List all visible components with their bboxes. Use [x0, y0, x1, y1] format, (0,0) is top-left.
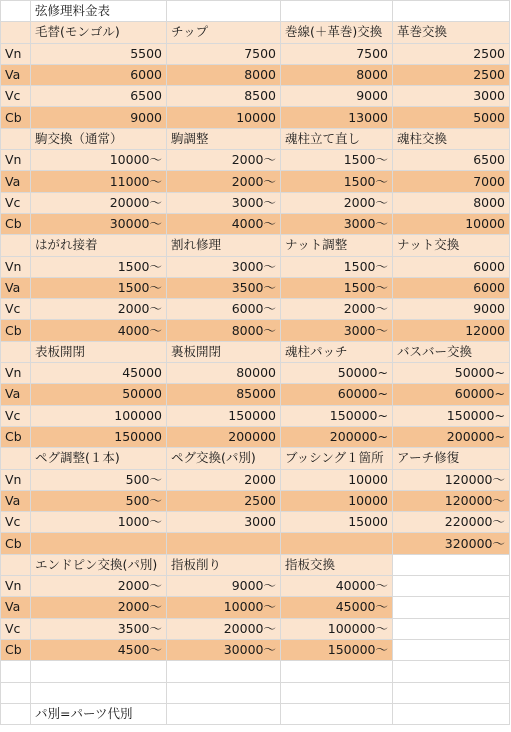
cell[interactable] [1, 1, 31, 22]
price-cell[interactable]: 1000〜 [31, 512, 167, 533]
price-cell[interactable]: 8000 [167, 64, 281, 85]
header-cell[interactable]: ナット調整 [281, 235, 393, 256]
table-row [1, 384, 510, 405]
price-cell[interactable]: 3000 [167, 512, 281, 533]
table-row [1, 43, 510, 64]
price-cell[interactable]: 1500〜 [281, 277, 393, 298]
table-row [1, 171, 510, 192]
price-cell[interactable]: 9000 [281, 86, 393, 107]
price-cell[interactable]: 20000〜 [167, 618, 281, 639]
price-cell[interactable]: 120000〜 [393, 469, 510, 490]
table-row [1, 192, 510, 213]
section-header-row [1, 448, 510, 469]
table-row [1, 576, 510, 597]
price-cell[interactable]: 150000 [167, 405, 281, 426]
price-cell[interactable] [393, 597, 510, 618]
price-cell[interactable]: 1500〜 [281, 171, 393, 192]
price-cell[interactable]: 2000 [167, 469, 281, 490]
price-cell[interactable]: 2000〜 [281, 299, 393, 320]
price-cell[interactable]: 500〜 [31, 490, 167, 511]
cell[interactable] [31, 682, 167, 703]
cell[interactable] [393, 682, 510, 703]
price-cell[interactable]: 4500〜 [31, 639, 167, 660]
price-cell[interactable]: 1500〜 [31, 256, 167, 277]
cell[interactable] [167, 1, 281, 22]
price-cell[interactable]: 50000 [31, 384, 167, 405]
price-cell[interactable]: 100000〜 [281, 618, 393, 639]
table-row [1, 533, 510, 554]
header-cell[interactable]: 魂柱交換 [393, 128, 510, 149]
cell[interactable] [1, 235, 31, 256]
row-label[interactable]: Vn [1, 576, 31, 597]
price-cell[interactable]: 2000〜 [31, 597, 167, 618]
price-cell[interactable]: 6000 [393, 256, 510, 277]
price-cell[interactable]: 6000〜 [167, 299, 281, 320]
price-cell[interactable]: 500〜 [31, 469, 167, 490]
table-row [1, 150, 510, 171]
price-cell[interactable]: 60000~ [281, 384, 393, 405]
price-cell[interactable]: 9000 [31, 107, 167, 128]
table-row [1, 213, 510, 234]
row-label[interactable]: Vc [1, 299, 31, 320]
price-cell[interactable] [393, 576, 510, 597]
price-cell[interactable]: 8000 [393, 192, 510, 213]
table-row [1, 299, 510, 320]
row-label[interactable]: Vc [1, 618, 31, 639]
price-cell[interactable]: 10000 [281, 469, 393, 490]
cell[interactable] [167, 661, 281, 682]
price-cell[interactable]: 220000〜 [393, 512, 510, 533]
price-cell[interactable]: 150000~ [281, 405, 393, 426]
price-cell[interactable]: 2000〜 [167, 171, 281, 192]
header-cell[interactable]: 駒調整 [167, 128, 281, 149]
price-cell[interactable]: 150000 [31, 426, 167, 447]
footnote[interactable]: パ別=パーツ代別 [31, 703, 167, 724]
price-cell[interactable]: 1500〜 [31, 277, 167, 298]
cell[interactable] [281, 703, 393, 724]
price-cell[interactable]: 10000 [281, 490, 393, 511]
row-label[interactable]: Cb [1, 639, 31, 660]
price-cell[interactable]: 15000 [281, 512, 393, 533]
price-cell[interactable]: 7500 [167, 43, 281, 64]
price-cell[interactable]: 2000〜 [167, 150, 281, 171]
price-cell[interactable]: 9000 [393, 299, 510, 320]
header-cell[interactable]: エンドピン交換(パ別) [31, 554, 167, 575]
price-cell[interactable]: 10000 [167, 107, 281, 128]
row-label[interactable]: Va [1, 384, 31, 405]
price-cell[interactable] [393, 639, 510, 660]
header-cell[interactable]: 割れ修理 [167, 235, 281, 256]
cell[interactable] [1, 22, 31, 43]
price-cell[interactable]: 150000〜 [281, 639, 393, 660]
empty-row [1, 682, 510, 703]
price-cell[interactable]: 3000〜 [167, 192, 281, 213]
price-cell[interactable]: 4000〜 [167, 213, 281, 234]
header-cell[interactable]: 毛替(モンゴル) [31, 22, 167, 43]
table-row [1, 256, 510, 277]
table-row [1, 469, 510, 490]
header-cell[interactable]: ペグ調整(１本) [31, 448, 167, 469]
price-cell[interactable]: 11000〜 [31, 171, 167, 192]
price-cell[interactable]: 2000〜 [281, 192, 393, 213]
header-cell[interactable]: ペグ交換(パ別) [167, 448, 281, 469]
row-label[interactable]: Cb [1, 107, 31, 128]
price-cell[interactable]: 4000〜 [31, 320, 167, 341]
price-cell[interactable]: 200000~ [393, 426, 510, 447]
price-cell[interactable]: 45000〜 [281, 597, 393, 618]
price-cell[interactable]: 7000 [393, 171, 510, 192]
row-label[interactable]: Vc [1, 405, 31, 426]
cell[interactable] [1, 554, 31, 575]
price-cell[interactable]: 120000〜 [393, 490, 510, 511]
price-cell[interactable]: 12000 [393, 320, 510, 341]
cell[interactable] [1, 341, 31, 362]
header-cell[interactable]: 駒交換（通常） [31, 128, 167, 149]
header-cell[interactable]: 指板交換 [281, 554, 393, 575]
section-header-row [1, 22, 510, 43]
price-cell[interactable]: 5000 [393, 107, 510, 128]
table-row [1, 363, 510, 384]
price-cell[interactable]: 1500〜 [281, 256, 393, 277]
cell[interactable] [393, 703, 510, 724]
cell[interactable] [1, 128, 31, 149]
table-row [1, 618, 510, 639]
table-row [1, 320, 510, 341]
note-row [1, 703, 510, 724]
section-header-row [1, 341, 510, 362]
row-label[interactable]: Cb [1, 213, 31, 234]
price-cell[interactable]: 10000〜 [31, 150, 167, 171]
cell[interactable] [1, 661, 31, 682]
table-row [1, 426, 510, 447]
row-label[interactable]: Va [1, 490, 31, 511]
header-cell[interactable]: 巻線(＋革巻)交換 [281, 22, 393, 43]
section-header-row [1, 554, 510, 575]
price-cell[interactable]: 6500 [31, 86, 167, 107]
row-label[interactable]: Vn [1, 43, 31, 64]
row-label[interactable]: Va [1, 597, 31, 618]
cell[interactable] [281, 661, 393, 682]
cell[interactable] [167, 703, 281, 724]
cell[interactable] [1, 682, 31, 703]
price-cell[interactable] [281, 533, 393, 554]
header-cell[interactable]: アーチ修復 [393, 448, 510, 469]
row-label[interactable]: Vc [1, 512, 31, 533]
table-row [1, 107, 510, 128]
section-header-row [1, 235, 510, 256]
price-cell[interactable]: 320000〜 [393, 533, 510, 554]
price-cell[interactable]: 30000〜 [167, 639, 281, 660]
price-cell[interactable]: 8000 [281, 64, 393, 85]
table-row [1, 597, 510, 618]
row-label[interactable]: Va [1, 277, 31, 298]
price-cell[interactable]: 50000~ [281, 363, 393, 384]
row-label[interactable]: Cb [1, 320, 31, 341]
cell[interactable] [281, 1, 393, 22]
price-cell[interactable]: 13000 [281, 107, 393, 128]
price-cell[interactable]: 20000〜 [31, 192, 167, 213]
price-cell[interactable] [167, 533, 281, 554]
price-cell[interactable]: 3500〜 [167, 277, 281, 298]
row-label[interactable]: Cb [1, 533, 31, 554]
price-cell[interactable]: 10000〜 [167, 597, 281, 618]
table-row [1, 512, 510, 533]
price-cell[interactable]: 2000〜 [31, 576, 167, 597]
row-label[interactable]: Vn [1, 150, 31, 171]
row-label[interactable]: Vn [1, 363, 31, 384]
price-cell[interactable]: 2000〜 [31, 299, 167, 320]
price-cell[interactable]: 1500〜 [281, 150, 393, 171]
table-row [1, 490, 510, 511]
sheet-title[interactable]: 弦修理料金表 [31, 1, 167, 22]
price-cell[interactable]: 3000 [393, 86, 510, 107]
cell[interactable] [1, 703, 31, 724]
price-cell[interactable]: 2500 [393, 64, 510, 85]
cell[interactable] [393, 1, 510, 22]
price-cell[interactable]: 6000 [393, 277, 510, 298]
price-cell[interactable]: 50000~ [393, 363, 510, 384]
price-cell[interactable]: 200000~ [281, 426, 393, 447]
price-cell[interactable]: 8000〜 [167, 320, 281, 341]
price-cell[interactable]: 30000〜 [31, 213, 167, 234]
header-cell[interactable]: はがれ接着 [31, 235, 167, 256]
header-cell[interactable]: 革巻交換 [393, 22, 510, 43]
price-cell[interactable]: 100000 [31, 405, 167, 426]
header-cell[interactable]: ナット交換 [393, 235, 510, 256]
row-label[interactable]: Vc [1, 192, 31, 213]
price-cell[interactable]: 3000〜 [281, 320, 393, 341]
table-row [1, 86, 510, 107]
price-cell[interactable]: 7500 [281, 43, 393, 64]
price-cell[interactable]: 45000 [31, 363, 167, 384]
header-cell[interactable]: 裏板開閉 [167, 341, 281, 362]
price-cell[interactable]: 3000〜 [281, 213, 393, 234]
header-cell[interactable]: ブッシング１箇所 [281, 448, 393, 469]
table-row [1, 277, 510, 298]
price-cell[interactable]: 60000~ [393, 384, 510, 405]
header-cell[interactable]: 指板削り [167, 554, 281, 575]
price-cell[interactable]: 2500 [167, 490, 281, 511]
header-cell[interactable]: 表板開閉 [31, 341, 167, 362]
cell[interactable] [167, 682, 281, 703]
header-cell[interactable]: 魂柱パッチ [281, 341, 393, 362]
price-cell[interactable]: 9000〜 [167, 576, 281, 597]
row-label[interactable]: Vn [1, 469, 31, 490]
header-cell[interactable] [393, 554, 510, 575]
row-label[interactable]: Va [1, 171, 31, 192]
price-cell[interactable]: 8500 [167, 86, 281, 107]
price-cell[interactable]: 150000~ [393, 405, 510, 426]
table-row [1, 64, 510, 85]
price-cell[interactable]: 80000 [167, 363, 281, 384]
header-cell[interactable]: チップ [167, 22, 281, 43]
price-cell[interactable]: 40000〜 [281, 576, 393, 597]
row-label[interactable]: Vc [1, 86, 31, 107]
header-cell[interactable]: 魂柱立て直し [281, 128, 393, 149]
row-label[interactable]: Vn [1, 256, 31, 277]
empty-row [1, 661, 510, 682]
row-label[interactable]: Cb [1, 426, 31, 447]
row-label[interactable]: Va [1, 64, 31, 85]
cell[interactable] [281, 682, 393, 703]
price-cell[interactable] [31, 533, 167, 554]
price-cell[interactable]: 5500 [31, 43, 167, 64]
price-cell[interactable]: 10000 [393, 213, 510, 234]
section-header-row [1, 128, 510, 149]
price-cell[interactable]: 200000 [167, 426, 281, 447]
cell[interactable] [31, 661, 167, 682]
header-cell[interactable]: バスバー交換 [393, 341, 510, 362]
price-cell[interactable]: 3500〜 [31, 618, 167, 639]
cell[interactable] [1, 448, 31, 469]
price-cell[interactable]: 6000 [31, 64, 167, 85]
price-cell[interactable]: 2500 [393, 43, 510, 64]
title-row [1, 1, 510, 22]
table-row [1, 639, 510, 660]
price-cell[interactable]: 6500 [393, 150, 510, 171]
price-cell[interactable]: 85000 [167, 384, 281, 405]
cell[interactable] [393, 661, 510, 682]
price-cell[interactable] [393, 618, 510, 639]
table-row [1, 405, 510, 426]
price-cell[interactable]: 3000〜 [167, 256, 281, 277]
